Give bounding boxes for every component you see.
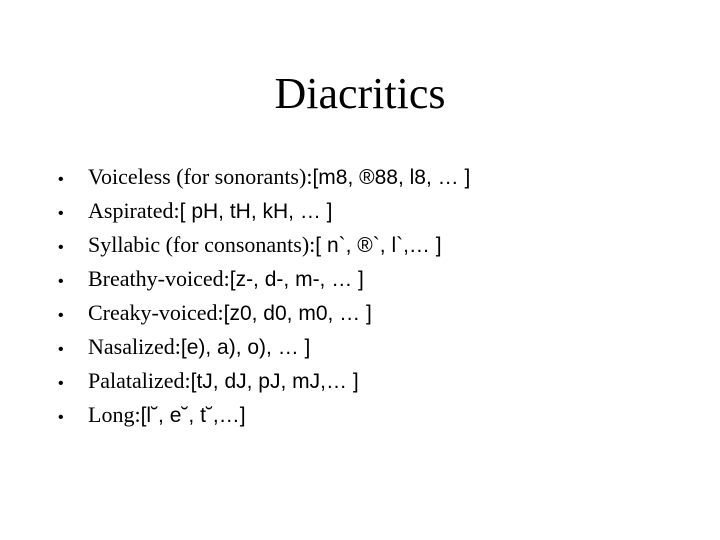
item-label: Syllabic (for consonants): (88, 232, 316, 257)
bullet-icon: • (58, 273, 64, 290)
item-example: [z-, d-, m-, … ] (229, 268, 364, 291)
item-label: Breathy-voiced: (88, 266, 230, 291)
bullet-icon: • (58, 205, 64, 222)
item-label: Aspirated: (88, 198, 180, 223)
list-item (58, 194, 470, 228)
item-example: [ n`, ®`, l`,… ] (315, 234, 442, 257)
item-example: [e), a), o), … ] (180, 336, 311, 359)
bullet-icon: • (58, 171, 64, 188)
item-label: Palatalized: (88, 368, 191, 393)
item-label: Creaky-voiced: (88, 300, 224, 325)
item-example: [l˘, e˘, t˘,…] (140, 404, 246, 427)
bullet-icon: • (58, 239, 64, 256)
list-item (58, 398, 470, 432)
bullet-list (58, 160, 470, 432)
bullet-icon: • (58, 375, 64, 392)
item-label: Nasalized: (88, 334, 181, 359)
bullet-icon: • (58, 307, 64, 324)
item-example: [m8, ®88, l8, … ] (312, 166, 471, 189)
item-label: Voiceless (for sonorants): (88, 164, 313, 189)
list-item (58, 330, 470, 364)
item-label: Long: (88, 402, 141, 427)
item-example: [z0, d0, m0, … ] (223, 302, 372, 325)
list-item (58, 364, 470, 398)
list-item (58, 228, 470, 262)
list-item (58, 160, 470, 194)
list-item (58, 296, 470, 330)
bullet-icon: • (58, 409, 64, 426)
slide-title: Diacritics (274, 69, 446, 118)
item-example: [tJ, dJ, pJ, mJ,… ] (190, 370, 359, 393)
bullet-icon: • (58, 341, 64, 358)
list-item (58, 262, 470, 296)
item-example: [ pH, tH, kH, … ] (179, 200, 333, 223)
